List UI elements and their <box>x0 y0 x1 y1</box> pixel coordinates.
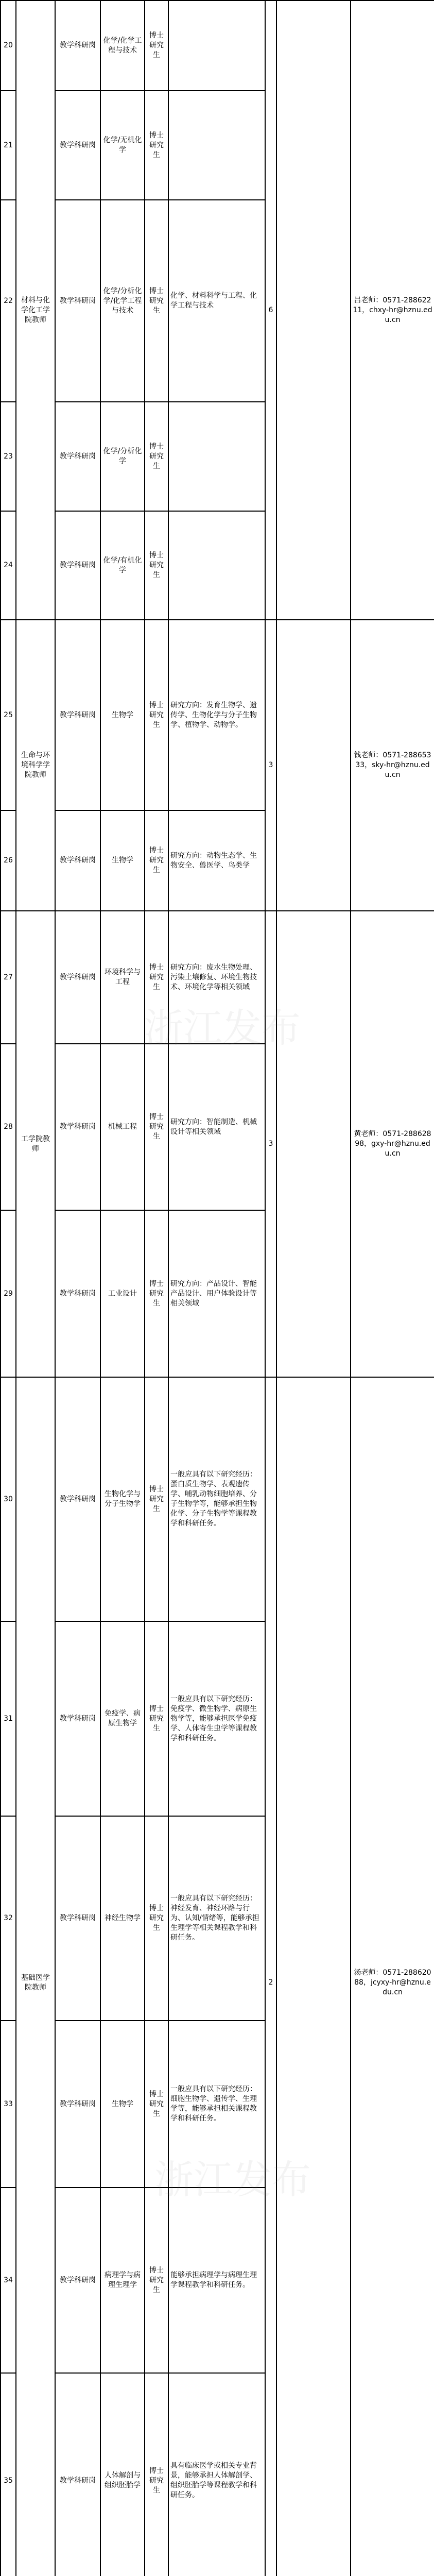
research-direction: 一般应具有以下研究经历：细胞生物学、遗传学、生理学等，能够承担相关课程教学和科研任务。 <box>168 2021 265 2188</box>
major-name: 生物化学与分子生物学 <box>100 1377 145 1621</box>
unit-name: 材料与化学化工学院教师 <box>16 1 55 620</box>
contact-info: 黄老师：0571-28862898，gxy-hr@hznu.edu.cn <box>351 911 434 1377</box>
post-category: 教学科研岗 <box>55 91 100 200</box>
education-level: 博士研究生 <box>145 1621 168 1816</box>
major-name: 环境科学与工程 <box>100 911 145 1044</box>
research-direction: 研究方向：发育生物学、遗传学、生物化学与分子生物学、植物学、动物学。 <box>168 620 265 810</box>
row-number: 21 <box>1 91 16 200</box>
unit-name: 工学院教师 <box>16 911 55 1377</box>
row-number: 34 <box>1 2188 16 2373</box>
post-category: 教学科研岗 <box>55 1 100 91</box>
other-requirements <box>276 1377 351 2576</box>
headcount: 3 <box>265 911 276 1377</box>
row-number: 31 <box>1 1621 16 1816</box>
major-name: 生物学 <box>100 2021 145 2188</box>
row-number: 24 <box>1 511 16 620</box>
row-number: 27 <box>1 911 16 1044</box>
major-name: 化学/有机化学 <box>100 511 145 620</box>
headcount: 2 <box>265 1377 276 2576</box>
row-number: 32 <box>1 1816 16 2021</box>
major-name: 神经生物学 <box>100 1816 145 2021</box>
other-requirements <box>276 1 351 620</box>
row-number: 30 <box>1 1377 16 1621</box>
unit-name: 生命与环境科学学院教师 <box>16 620 55 911</box>
major-name: 化学/分析化学/化学工程与技术 <box>100 200 145 402</box>
education-level: 博士研究生 <box>145 1377 168 1621</box>
post-category: 教学科研岗 <box>55 1621 100 1816</box>
unit-name: 基础医学院教师 <box>16 1377 55 2576</box>
row-number: 33 <box>1 2021 16 2188</box>
education-level: 博士研究生 <box>145 1044 168 1210</box>
post-category: 教学科研岗 <box>55 2188 100 2373</box>
watermark: 浙江发布 <box>154 2157 311 2202</box>
post-category: 教学科研岗 <box>55 1377 100 1621</box>
post-category: 教学科研岗 <box>55 2021 100 2188</box>
post-category: 教学科研岗 <box>55 402 100 511</box>
research-direction: 具有临床医学或相关专业背景，能够承担人体解剖学、组织胚胎学等课程教学和科研任务。 <box>168 2373 265 2576</box>
education-level: 博士研究生 <box>145 1816 168 2021</box>
watermark: 浙江发布 <box>144 1005 301 1051</box>
major-name: 化学/化学工程与技术 <box>100 1 145 91</box>
post-category: 教学科研岗 <box>55 1816 100 2021</box>
contact-info: 钱老师：0571-28865333，sky-hr@hznu.edu.cn <box>351 620 434 911</box>
headcount: 3 <box>265 620 276 911</box>
post-category: 教学科研岗 <box>55 200 100 402</box>
education-level: 博士研究生 <box>145 911 168 1044</box>
row-number: 26 <box>1 810 16 911</box>
research-direction: 化学、材料科学与工程、化学工程与技术 <box>168 200 265 402</box>
headcount: 6 <box>265 1 276 620</box>
other-requirements <box>276 911 351 1377</box>
research-direction: 一般应具有以下研究经历：蛋白质生物学、表观遗传学、哺乳动物细胞培养、分子生物学等，能够承担生物化学、分子生物学等课程教学和科研任务。 <box>168 1377 265 1621</box>
table-row <box>1 1 434 91</box>
major-name: 免疫学、病原生物学 <box>100 1621 145 1816</box>
education-level: 博士研究生 <box>145 1 168 91</box>
research-direction: 研究方向：智能制造、机械设计等相关领域 <box>168 1044 265 1210</box>
research-direction <box>168 511 265 620</box>
major-name: 化学/分析化学 <box>100 402 145 511</box>
table-row <box>1 1377 434 1621</box>
post-category: 教学科研岗 <box>55 911 100 1044</box>
education-level: 博士研究生 <box>145 2021 168 2188</box>
table-row <box>1 620 434 810</box>
row-number: 25 <box>1 620 16 810</box>
post-category: 教学科研岗 <box>55 2373 100 2576</box>
other-requirements <box>276 620 351 911</box>
row-number: 35 <box>1 2373 16 2576</box>
education-level: 博士研究生 <box>145 620 168 810</box>
major-name: 生物学 <box>100 810 145 911</box>
research-direction <box>168 91 265 200</box>
education-level: 博士研究生 <box>145 200 168 402</box>
row-number: 29 <box>1 1210 16 1377</box>
research-direction: 一般应具有以下研究经历：神经发育、神经环路与行为、认知/情绪等，能够承担生理学等相关课程教学和科研任务。 <box>168 1816 265 2021</box>
education-level: 博士研究生 <box>145 402 168 511</box>
major-name: 工业设计 <box>100 1210 145 1377</box>
education-level: 博士研究生 <box>145 2373 168 2576</box>
post-category: 教学科研岗 <box>55 1044 100 1210</box>
research-direction: 研究方向：废水生物处理、污染土壤修复、环境生物技术、环境化学等相关领域 <box>168 911 265 1044</box>
education-level: 博士研究生 <box>145 2188 168 2373</box>
research-direction <box>168 402 265 511</box>
research-direction: 能够承担病理学与病理生理学课程教学和科研任务。 <box>168 2188 265 2373</box>
major-name: 病理学与病理生理学 <box>100 2188 145 2373</box>
contact-info: 吕老师：0571-28862211，chxy-hr@hznu.edu.cn <box>351 1 434 620</box>
major-name: 化学/无机化学 <box>100 91 145 200</box>
contact-info: 汤老师：0571-28862088，jcyxy-hr@hznu.edu.cn <box>351 1377 434 2576</box>
education-level: 博士研究生 <box>145 810 168 911</box>
research-direction: 研究方向：产品设计、智能产品设计、用户体验设计等相关领域 <box>168 1210 265 1377</box>
row-number: 20 <box>1 1 16 91</box>
research-direction: 研究方向：动物生态学、生物安全、兽医学、鸟类学 <box>168 810 265 911</box>
major-name: 生物学 <box>100 620 145 810</box>
post-category: 教学科研岗 <box>55 1210 100 1377</box>
post-category: 教学科研岗 <box>55 810 100 911</box>
research-direction <box>168 1 265 91</box>
row-number: 22 <box>1 200 16 402</box>
research-direction: 一般应具有以下研究经历：免疫学、微生物学、病原生物学等，能够承担医学免疫学、人体寄生虫学等课程教学和科研任务。 <box>168 1621 265 1816</box>
education-level: 博士研究生 <box>145 511 168 620</box>
post-category: 教学科研岗 <box>55 620 100 810</box>
major-name: 机械工程 <box>100 1044 145 1210</box>
row-number: 28 <box>1 1044 16 1210</box>
post-category: 教学科研岗 <box>55 511 100 620</box>
education-level: 博士研究生 <box>145 91 168 200</box>
education-level: 博士研究生 <box>145 1210 168 1377</box>
major-name: 人体解剖与组织胚胎学 <box>100 2373 145 2576</box>
table-row <box>1 911 434 1044</box>
row-number: 23 <box>1 402 16 511</box>
